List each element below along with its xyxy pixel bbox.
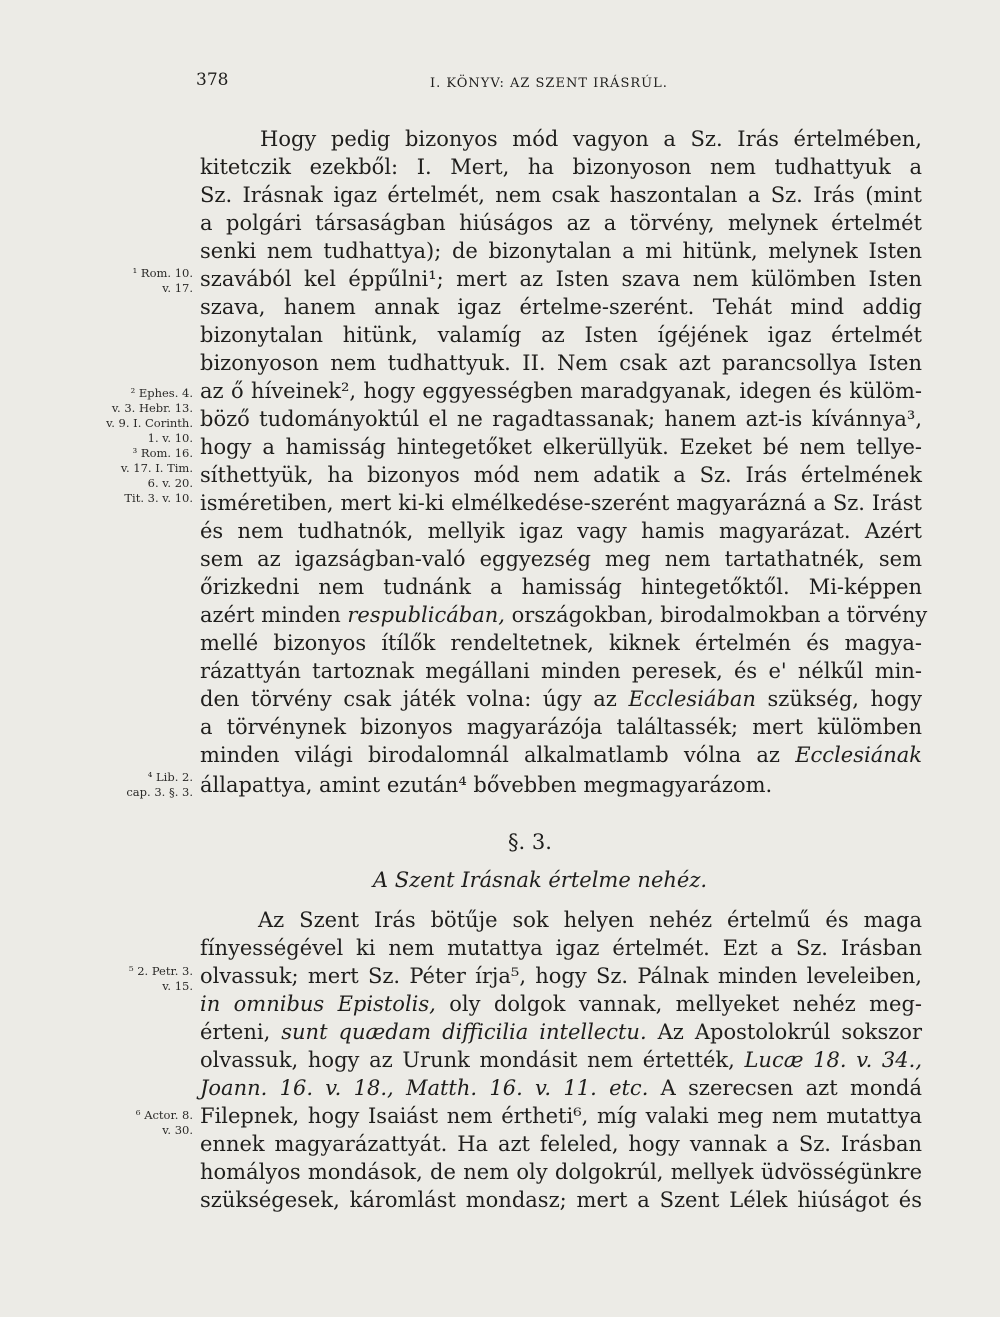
text-span: olvassuk, hogy az Urunk mondásit nem értették,: [200, 1048, 745, 1072]
text-line: böző tudományoktúl el ne ragadtassanak; hanem azt-is kívánnya³,: [200, 407, 922, 431]
italic-term: Lucæ 18. v. 34.,: [744, 1048, 923, 1072]
text-line: síthettyük, ha bizonyos mód nem adatik a Sz. Irás értelmének: [200, 463, 922, 487]
page-header: [0, 70, 1000, 100]
text-line: hogy a hamisság hintegetőket elkerüllyük. Ezeket bé nem tellye-: [200, 435, 922, 459]
margin-note-line: v. 15.: [162, 979, 193, 993]
text-line: homályos mondások, de nem oly dolgokrúl, mellyek üdvösségünkre: [200, 1160, 922, 1184]
text-line: [200, 1017, 922, 1047]
margin-note-line: Tit. 3. v. 10.: [124, 491, 193, 505]
margin-note-3: [95, 770, 193, 800]
margin-note-line: v. 17. I. Tim.: [120, 461, 193, 475]
margin-note-line: ² Ephes. 4.: [130, 386, 193, 400]
text-line: ennek magyarázattyát. Ha azt feleled, hogy vannak a Sz. Irásban: [200, 1132, 922, 1156]
margin-note-line: v. 3. Hebr. 13.: [111, 401, 193, 415]
italic-term: in omnibus Epistolis,: [200, 992, 436, 1016]
text-span: den törvény csak játék volna: úgy az: [200, 687, 629, 711]
text-line: állapattya, amint ezután⁴ bővebben megmagyarázom.: [200, 773, 773, 797]
margin-note-line: ⁵ 2. Petr. 3.: [128, 964, 193, 978]
margin-note-line: ³ Rom. 16.: [132, 446, 193, 460]
section-title: A Szent Irásnak értelme nehéz.: [372, 868, 708, 892]
margin-note-line: ¹ Rom. 10.: [132, 266, 193, 280]
text-span: minden világi birodalomnál alkalmatlamb vólna az: [200, 743, 796, 767]
margin-note-line: v. 17.: [162, 281, 193, 295]
text-line: és nem tudhatnók, mellyik igaz vagy hamis magyarázat. Azért: [200, 519, 922, 543]
text-line: kitetczik ezekből: I. Mert, ha bizonyoson nem tudhattyuk a: [200, 155, 922, 179]
margin-note-line: v. 9. I. Corinth.: [106, 416, 193, 430]
running-head: I. KÖNYV: AZ SZENT IRÁSRÚL.: [430, 76, 668, 91]
text-line: fínyességével ki nem mutattya igaz értelmét. Ezt a Sz. Irásban: [200, 936, 922, 960]
section-number: §. 3.: [508, 830, 552, 854]
margin-note-line: 1. v. 10.: [147, 431, 193, 445]
text-span: szükség, hogy: [755, 687, 922, 711]
margin-note-line: ⁶ Actor. 8.: [135, 1108, 193, 1122]
margin-note-line: v. 30.: [162, 1123, 193, 1137]
text-line: [200, 684, 922, 714]
text-span: A szerecsen azt mondá: [648, 1076, 922, 1100]
text-line: Hogy pedig bizonyos mód vagyon a Sz. Irás értelmében,: [260, 127, 922, 151]
margin-note-2: [95, 386, 193, 506]
text-line: Sz. Irásnak igaz értelmét, nem csak haszontalan a Sz. Irás (mint: [200, 183, 922, 207]
text-line: a törvénynek bizonyos magyarázója találtassék; mert külömben: [200, 715, 922, 739]
text-line: őrizkedni nem tudnánk a hamisság hintegetőktől. Mi-képpen: [200, 575, 922, 599]
italic-term: Joann. 16. v. 18., Matth. 16. v. 11. etc.: [200, 1076, 649, 1100]
text-line: szükségesek, káromlást mondasz; mert a Szent Lélek hiúságot és: [200, 1188, 922, 1212]
text-line: [200, 1045, 922, 1075]
text-line: rázattyán tartoznak megállani minden peresek, és e' nélkűl min-: [200, 659, 922, 683]
text-line: sem az igazságban-való eggyezség meg nem tartathatnék, sem: [200, 547, 922, 571]
text-line: szavából kel éppűlni¹; mert az Isten szava nem külömben Isten: [200, 267, 922, 291]
text-span: érteni,: [200, 1020, 282, 1044]
text-line: [200, 1073, 922, 1103]
text-line: [200, 740, 922, 770]
text-line: szava, hanem annak igaz értelme-szerént. Tehát mind addig: [200, 295, 922, 319]
text-line: [200, 989, 922, 1019]
page-number: 378: [196, 70, 229, 90]
text-line: mellé bizonyos ítílők rendeltetnek, kiknek értelmén és magya-: [200, 631, 922, 655]
margin-note-line: ⁴ Lib. 2.: [147, 770, 193, 784]
margin-note-4: [95, 964, 193, 994]
text-line: az ő híveinek², hogy eggyességben maradgyanak, idegen és külöm-: [200, 379, 922, 403]
text-span: oly dolgok vannak, mellyeket nehéz meg-: [435, 992, 922, 1016]
text-line: [200, 600, 928, 630]
text-line: senki nem tudhattya); de bizonytalan a mi hitünk, melynek Isten: [200, 239, 922, 263]
text-line: Az Szent Irás bötűje sok helyen nehéz értelmű és maga: [258, 908, 922, 932]
margin-note-line: cap. 3. §. 3.: [126, 785, 193, 799]
italic-term: Ecclesiának: [795, 743, 922, 767]
italic-term: respublicában,: [347, 603, 505, 627]
margin-note-line: 6. v. 20.: [147, 476, 193, 490]
text-line: Filepnek, hogy Isaiást nem értheti⁶, míg valaki meg nem mutattya: [200, 1104, 922, 1128]
text-span: azért minden: [200, 603, 348, 627]
margin-note-1: [95, 266, 193, 296]
text-span: Az Apostolokrúl sokszor: [646, 1020, 922, 1044]
text-line: bizonytalan hitünk, valamíg az Isten ígéjének igaz értelmét: [200, 323, 922, 347]
italic-term: sunt quædam difficilia intellectu.: [281, 1020, 647, 1044]
text-line: isméretiben, mert ki-ki elmélkedése-szerént magyarázná a Sz. Irást: [200, 491, 922, 515]
text-span: országokban, birodalmokban a törvény: [504, 603, 928, 627]
margin-note-5: [95, 1108, 193, 1138]
text-line: olvassuk; mert Sz. Péter írja⁵, hogy Sz. Pálnak minden leveleiben,: [200, 964, 922, 988]
text-line: a polgári társaságban hiúságos az a törvény, melynek értelmét: [200, 211, 922, 235]
italic-term: Ecclesiában: [628, 687, 756, 711]
text-line: bizonyoson nem tudhattyuk. II. Nem csak azt parancsollya Isten: [200, 351, 922, 375]
